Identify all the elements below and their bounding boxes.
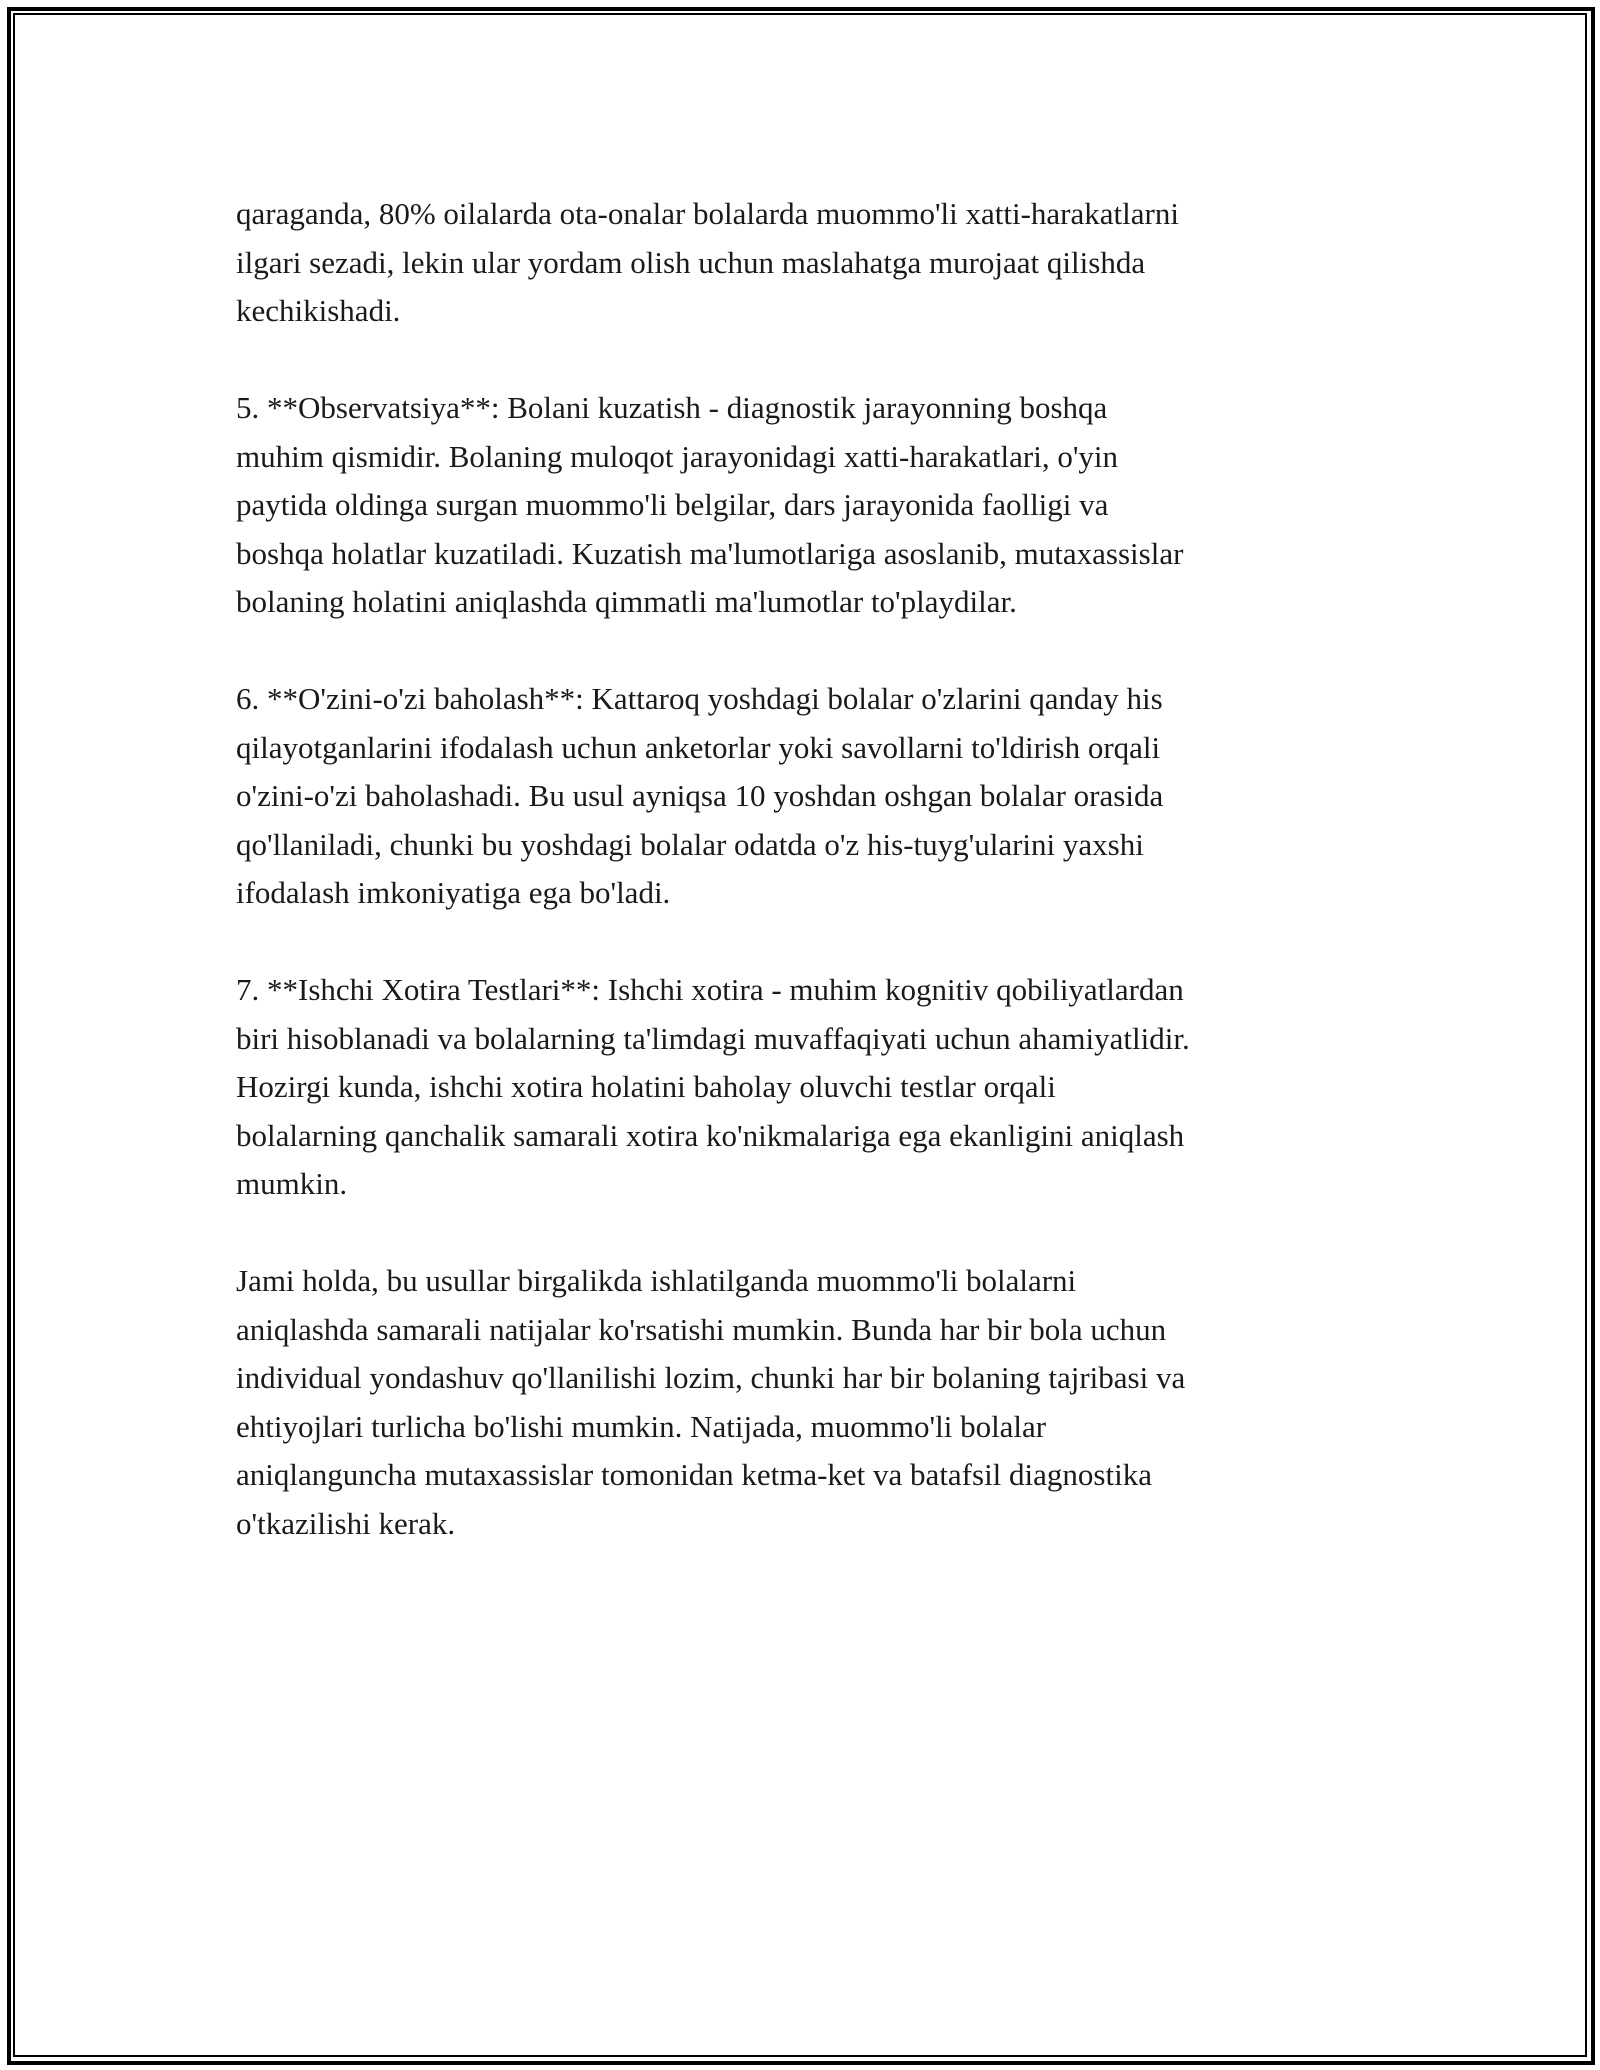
paragraph-continuation: qaraganda, 80% oilalarda ota-onalar bolalarda muommo'li xatti-harakatlarni ilgari sezadi, lekin ular yordam olish uchun maslahatga murojaat qilishda kechikishadi. — [236, 196, 1179, 328]
paragraph-ozini-ozi-baholash: 6. **O'zini-o'zi baholash**: Kattaroq yoshdagi bolalar o'zlarini qanday his qilayotganlarini ifodalash uchun anketorlar yoki savollarni to'ldirish orqali o'zini-o'zi baholashadi. Bu usul ayniqsa 10 yoshdan oshgan bolalar orasida qo'llaniladi, chunki bu yoshdagi bolalar odatda o'z his-tuyg'ularini yaxshi ifodalash imkoniyatiga ega bo'ladi. — [236, 681, 1164, 910]
paragraph-ishchi-xotira-testlari: 7. **Ishchi Xotira Testlari**: Ishchi xotira - muhim kognitiv qobiliyatlardan biri hisoblanadi va bolalarning ta'limdagi muvaffaqiyati uchun ahamiyatlidir. Hozirgi kunda, ishchi xotira holatini baholay oluvchi testlar orqali bolalarning qanchalik samarali xotira ko'nikmalariga ega ekanligini aniqlash mumkin. — [236, 972, 1190, 1201]
paragraph-conclusion: Jami holda, bu usullar birgalikda ishlatilganda muommo'li bolalarni aniqlashda samarali natijalar ko'rsatishi mumkin. Bunda har bir bola uchun individual yondashuv qo'llanilishi lozim, chunki har bir bolaning tajribasi va ehtiyojlari turlicha bo'lishi mumkin. Natijada, muommo'li bolalar aniqlanguncha mutaxassislar tomonidan ketma-ket va batafsil diagnostika o'tkazilishi kerak. — [236, 1263, 1186, 1541]
paragraph-observatsiya: 5. **Observatsiya**: Bolani kuzatish - diagnostik jarayonning boshqa muhim qismidir. Bolaning muloqot jarayonidagi xatti-harakatlari, o'yin paytida oldinga surgan muommo'li belgilar, dars jarayonida faolligi va boshqa holatlar kuzatiladi. Kuzatish ma'lumotlariga asoslanib, mutaxassislar bolaning holatini aniqlashda qimmatli ma'lumotlar to'playdilar. — [236, 390, 1184, 619]
document-body — [236, 190, 1376, 1597]
